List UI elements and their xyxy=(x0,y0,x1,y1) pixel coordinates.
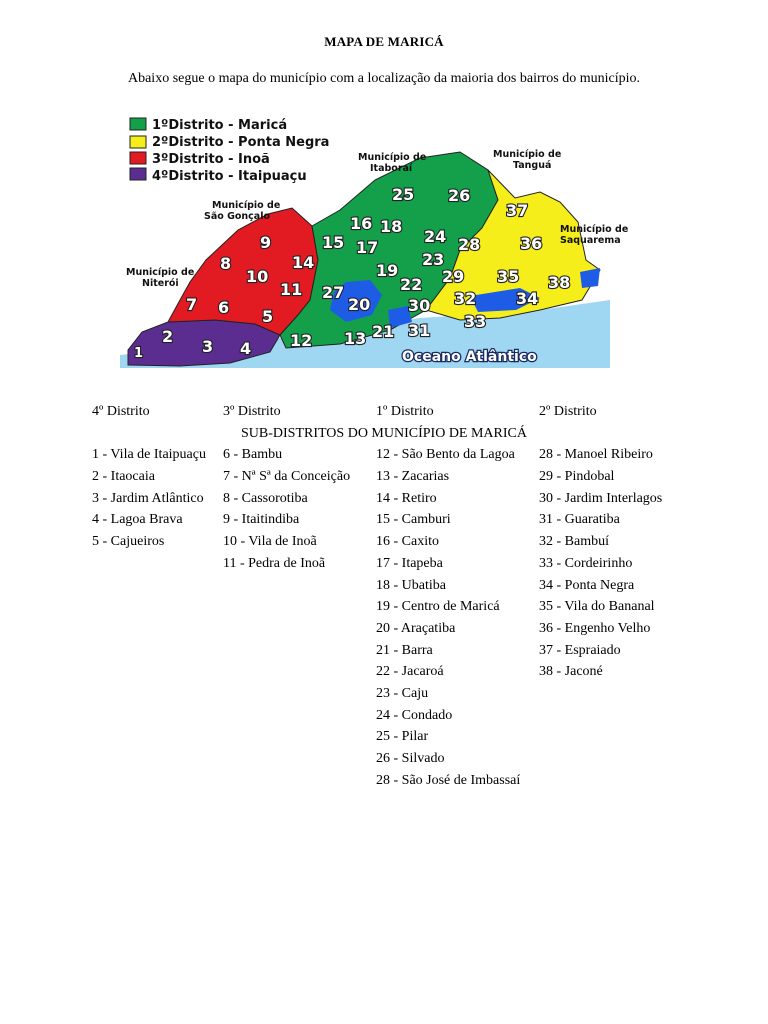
column-1st-district xyxy=(376,444,520,791)
region-number-35: 35 xyxy=(497,267,520,286)
intro-text: Abaixo segue o mapa do município com a localização da maioria dos bairros do município. xyxy=(127,71,641,86)
label-saquarema-line1: Município de xyxy=(560,224,629,235)
region-number-2: 2 xyxy=(162,327,174,346)
subdistrict-item: 9 - Itaitindiba xyxy=(223,512,300,528)
region-number-29: 29 xyxy=(442,267,465,286)
label-sao-goncalo-line2: São Gonçalo xyxy=(204,211,270,222)
region-number-32: 32 xyxy=(454,289,477,308)
region-number-25: 25 xyxy=(392,185,415,204)
subdistrict-item: 16 - Caxito xyxy=(376,534,439,550)
subdistrict-item: 6 - Bambu xyxy=(223,447,283,463)
legend-1st-district: 1ºDistrito - Maricá xyxy=(152,118,288,133)
label-saquarema-line2: Saquarema xyxy=(560,235,621,246)
subdistrict-item: 32 - Bambuí xyxy=(539,534,609,550)
region-number-28: 28 xyxy=(458,235,481,254)
subdistrict-item: 28 - Manoel Ribeiro xyxy=(539,447,653,463)
subdistrict-item: 35 - Vila do Bananal xyxy=(539,599,655,615)
label-niteroi-line1: Município de xyxy=(126,267,195,278)
subdistrict-table xyxy=(92,401,692,788)
subdistrict-item: 20 - Araçatiba xyxy=(376,620,456,636)
subdistrict-item: 34 - Ponta Negra xyxy=(539,577,635,593)
region-number-4: 4 xyxy=(240,339,252,358)
region-number-19: 19 xyxy=(376,261,399,280)
region-number-22: 22 xyxy=(400,275,423,294)
label-itaborai-line1: Município de xyxy=(358,152,427,163)
region-number-11: 11 xyxy=(280,280,303,299)
header-2nd-district: 2º Distrito xyxy=(539,404,597,419)
subdistrict-item: 11 - Pedra de Inoã xyxy=(223,555,326,571)
district-header-row xyxy=(92,401,692,423)
subdistrict-item: 25 - Pilar xyxy=(376,729,429,745)
region-number-15: 15 xyxy=(322,233,345,252)
subdistrict-item: 21 - Barra xyxy=(376,642,433,658)
region-number-31: 31 xyxy=(408,321,431,340)
subdistrict-item: 19 - Centro de Maricá xyxy=(376,599,500,615)
header-1st-district: 1º Distrito xyxy=(376,404,434,419)
region-number-21: 21 xyxy=(372,322,395,341)
region-number-5: 5 xyxy=(262,307,274,326)
column-2nd-district xyxy=(539,444,662,683)
subdistrict-item: 13 - Zacarias xyxy=(376,469,450,485)
subdistrict-item: 2 - Itaocaia xyxy=(92,469,155,485)
region-number-34: 34 xyxy=(516,289,539,308)
subdistrict-item: 4 - Lagoa Brava xyxy=(92,512,183,528)
region-number-24: 24 xyxy=(424,227,447,246)
subdistrict-item: 10 - Vila de Inoã xyxy=(223,534,317,550)
subdistrict-item: 28 - São José de Imbassaí xyxy=(376,772,521,788)
region-number-10: 10 xyxy=(246,267,269,286)
subdistrict-item: 30 - Jardim Interlagos xyxy=(539,490,663,506)
region-number-23: 23 xyxy=(422,250,445,269)
label-niteroi-line2: Niterói xyxy=(142,278,179,289)
map-legend xyxy=(130,118,329,184)
region-number-33: 33 xyxy=(464,312,487,331)
region-number-13: 13 xyxy=(344,329,367,348)
table-subtitle: SUB-DISTRITOS DO MUNICÍPIO DE MARICÁ xyxy=(241,425,527,441)
region-number-17: 17 xyxy=(356,238,379,257)
subdistrict-item: 5 - Cajueiros xyxy=(92,534,165,550)
subdistrict-item: 23 - Caju xyxy=(376,685,429,701)
ocean-label: Oceano Atlântico xyxy=(402,349,537,365)
region-number-16: 16 xyxy=(350,214,373,233)
region-number-18: 18 xyxy=(380,217,403,236)
region-number-27: 27 xyxy=(322,283,345,302)
subdistrict-item: 38 - Jaconé xyxy=(539,664,603,680)
region-number-14: 14 xyxy=(292,253,315,272)
column-4th-district xyxy=(92,444,206,552)
header-3rd-district: 3º Distrito xyxy=(223,404,281,419)
region-number-20: 20 xyxy=(348,295,371,314)
region-number-12: 12 xyxy=(290,331,313,350)
subdistrict-item: 31 - Guaratiba xyxy=(539,512,620,528)
legend-3rd-district: 3ºDistrito - Inoã xyxy=(152,152,270,167)
subdistrict-item: 37 - Espraiado xyxy=(539,642,621,658)
label-itaborai-line2: Itaboraí xyxy=(370,163,413,174)
legend-2nd-district: 2ºDistrito - Ponta Negra xyxy=(152,135,330,150)
region-number-30: 30 xyxy=(408,296,431,315)
region-number-8: 8 xyxy=(220,254,232,273)
subdistrict-item: 7 - Nª Sª da Conceição xyxy=(223,469,351,485)
subdistrict-item: 14 - Retiro xyxy=(376,490,437,506)
region-number-3: 3 xyxy=(202,337,214,356)
region-number-37: 37 xyxy=(506,201,529,220)
subdistrict-item: 29 - Pindobal xyxy=(539,469,615,485)
region-number-6: 6 xyxy=(218,298,230,317)
label-tangua-line2: Tanguá xyxy=(513,160,552,171)
subdistrict-item: 18 - Ubatiba xyxy=(376,577,446,593)
subdistrict-item: 12 - São Bento da Lagoa xyxy=(376,447,515,463)
marica-district-map xyxy=(120,110,629,368)
subdistrict-item: 36 - Engenho Velho xyxy=(539,620,651,636)
label-sao-goncalo-line1: Município de xyxy=(212,200,281,211)
subdistrict-item: 33 - Cordeirinho xyxy=(539,555,633,571)
subdistrict-item: 17 - Itapeba xyxy=(376,555,443,571)
label-tangua-line1: Município de xyxy=(493,149,562,160)
region-number-26: 26 xyxy=(448,186,471,205)
legend-4th-district: 4ºDistrito - Itaipuaçu xyxy=(152,169,307,184)
subdistrict-item: 26 - Silvado xyxy=(376,751,445,767)
subdistrict-item: 15 - Camburi xyxy=(376,512,451,528)
header-4th-district: 4º Distrito xyxy=(92,404,150,419)
subdistrict-item: 3 - Jardim Atlântico xyxy=(92,490,204,506)
subdistrict-item: 1 - Vila de Itaipuaçu xyxy=(92,447,206,463)
region-number-1: 1 xyxy=(134,346,144,361)
region-number-38: 38 xyxy=(548,273,571,292)
region-number-7: 7 xyxy=(186,295,198,314)
page-title: MAPA DE MARICÁ xyxy=(324,34,444,49)
subdistrict-item: 24 - Condado xyxy=(376,707,453,723)
subdistrict-item: 8 - Cassorotiba xyxy=(223,490,308,506)
column-3rd-district xyxy=(223,444,350,574)
region-number-36: 36 xyxy=(520,234,543,253)
subdistrict-item: 22 - Jacaroá xyxy=(376,664,444,680)
region-number-9: 9 xyxy=(260,233,272,252)
